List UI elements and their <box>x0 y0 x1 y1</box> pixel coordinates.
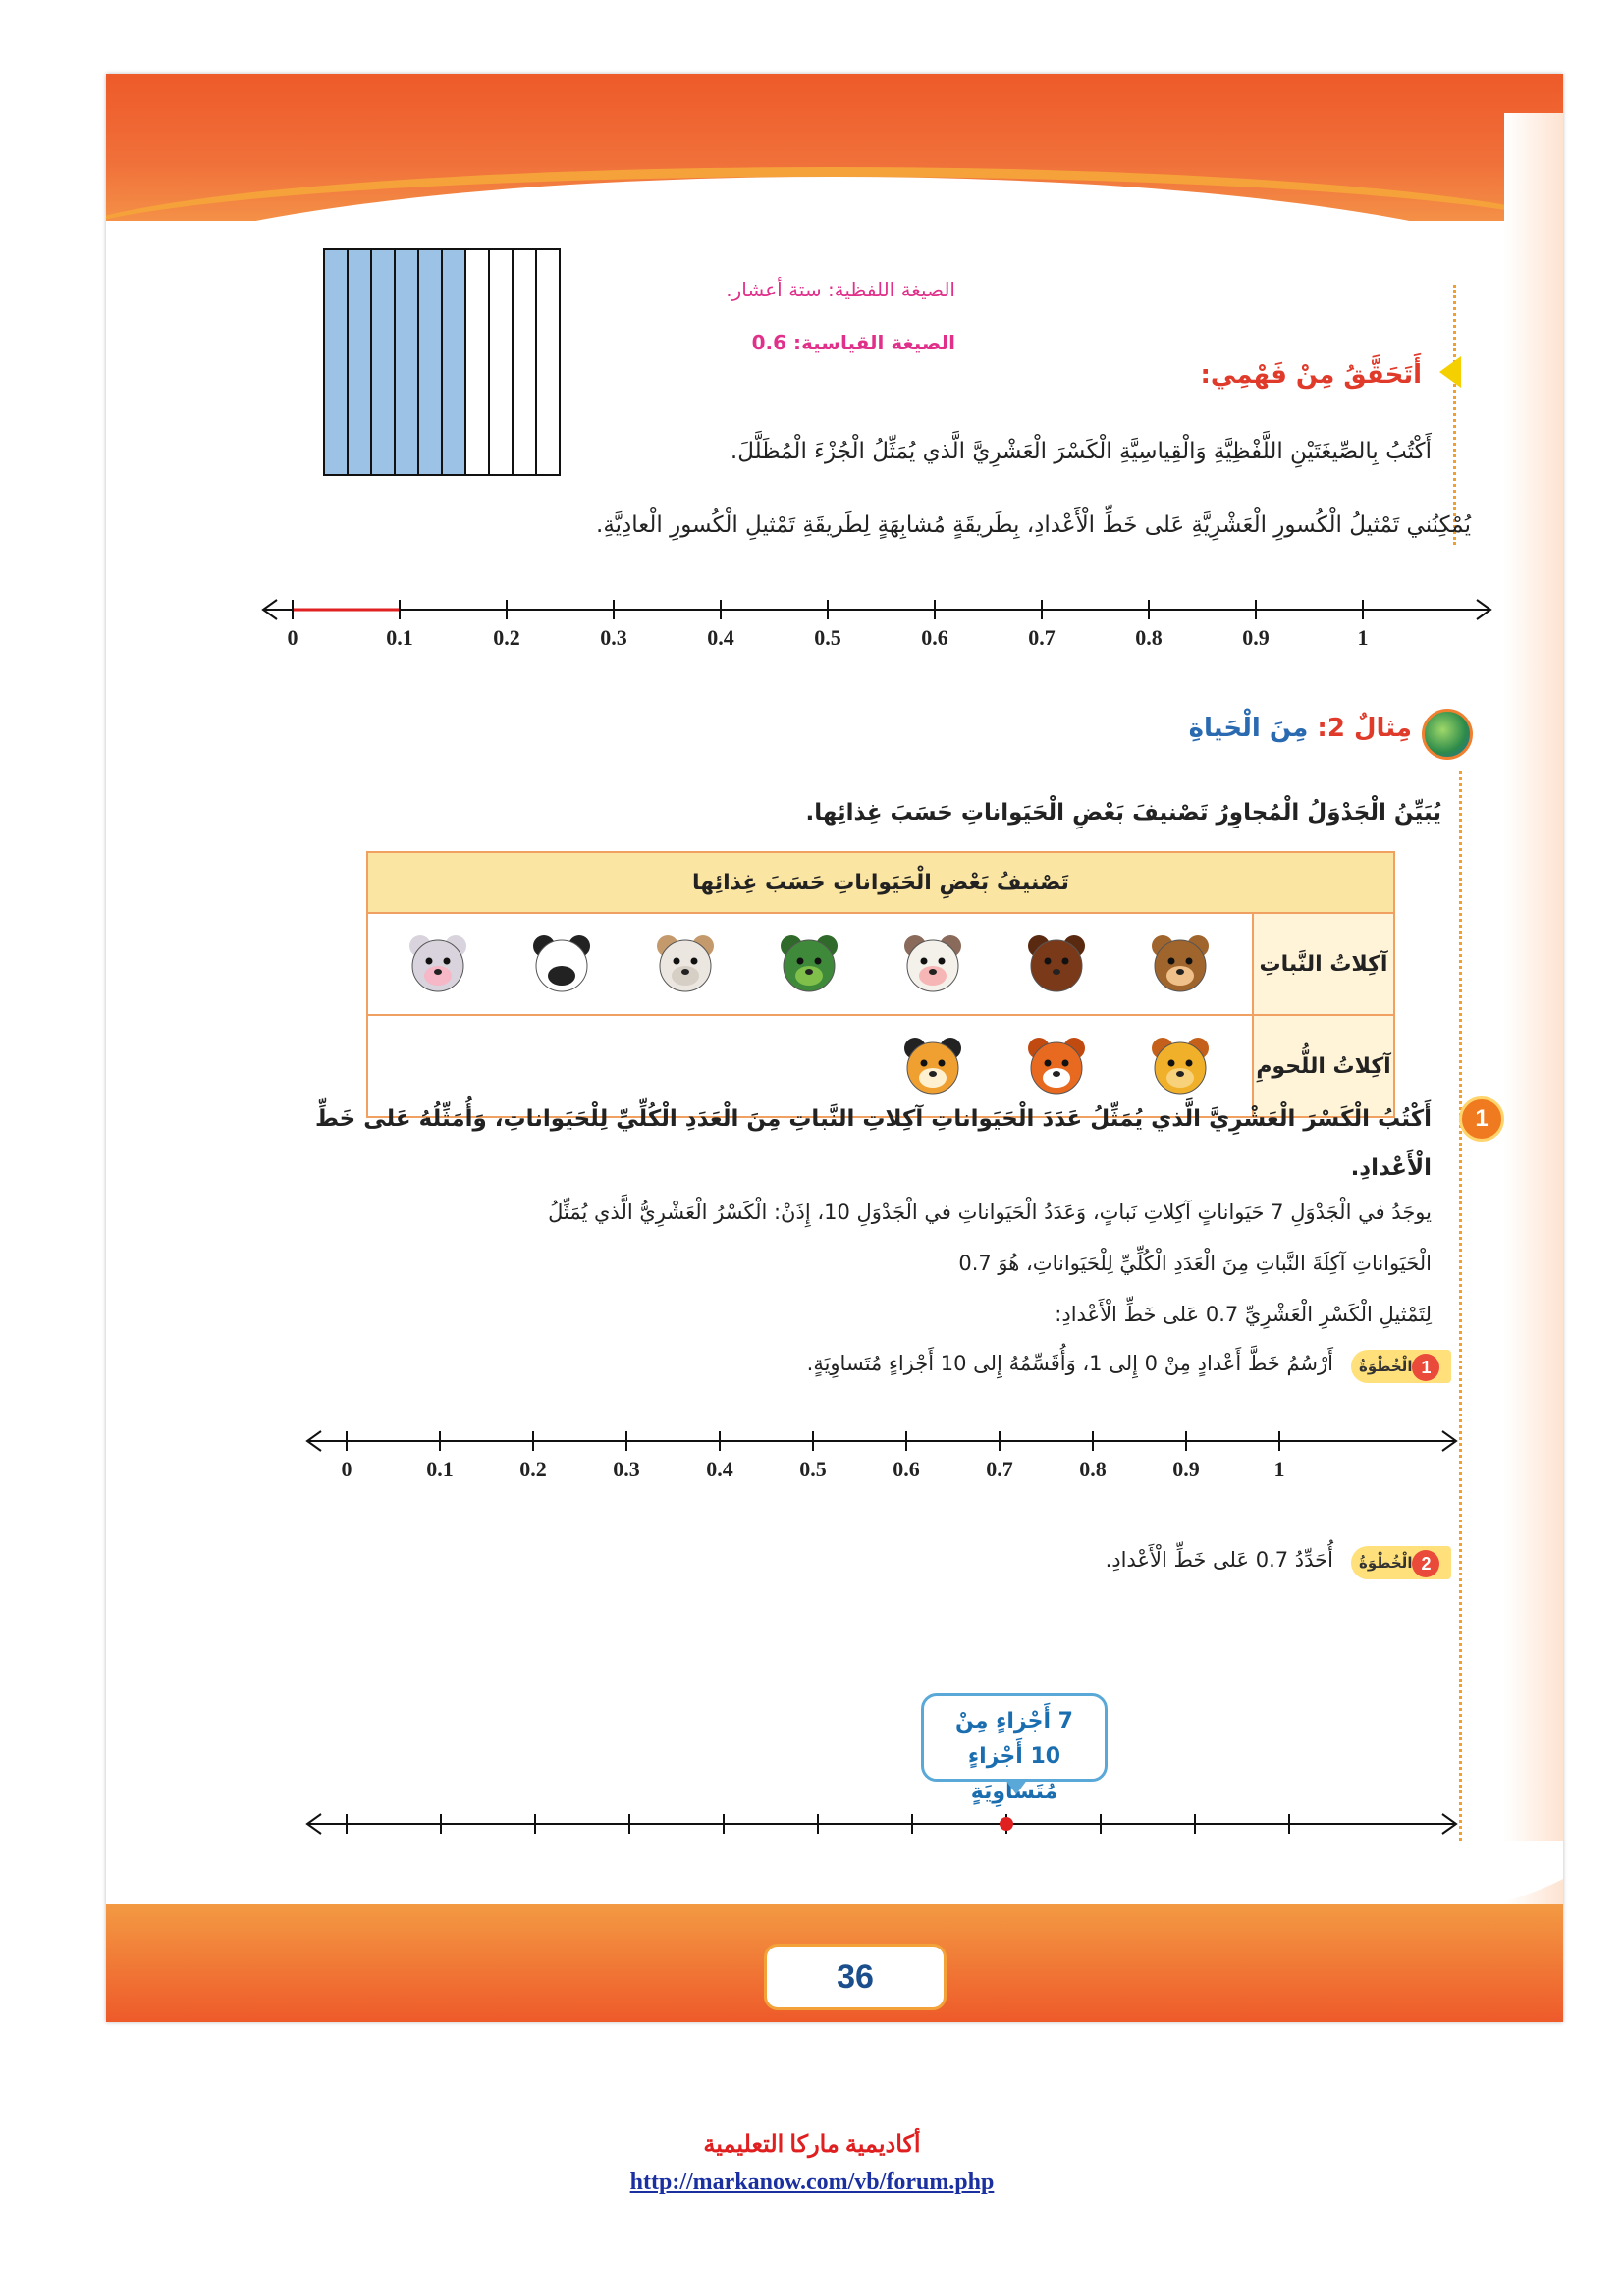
step-2-tag <box>1351 1546 1451 1579</box>
example-title <box>1088 714 1412 743</box>
standard-form: الصيغة القياسية: 0.6 <box>751 331 955 354</box>
tiger-icon <box>897 1031 968 1101</box>
textbook-page <box>106 74 1563 2022</box>
fox-icon <box>1021 1031 1092 1101</box>
check-pointer-icon <box>1439 356 1461 388</box>
tick-label: 0.5 <box>814 625 841 650</box>
step-1-tag <box>1351 1350 1451 1383</box>
carnivores-label: آكِلاتُ اللُّحومِ <box>1253 1015 1394 1117</box>
grid-part <box>489 249 513 475</box>
tick-label: 0 <box>287 625 298 650</box>
step-2-label: الْخُطْوَةُ <box>1359 1554 1413 1572</box>
horse-icon <box>1021 929 1092 999</box>
grid-part <box>513 249 536 475</box>
tick-label: 1 <box>1357 625 1369 650</box>
tick-label: 0.4 <box>706 1457 733 1481</box>
panda-icon <box>526 929 597 999</box>
tick-label: 0.7 <box>1028 625 1056 650</box>
tick-label: 0.6 <box>893 1457 920 1481</box>
tick-label: 0.1 <box>426 1457 454 1481</box>
tick-label: 0.3 <box>613 1457 640 1481</box>
grid-part <box>536 249 560 475</box>
grid-part-shaded <box>348 249 371 475</box>
tick-label: 0 <box>341 1457 352 1481</box>
tick-label: 0.8 <box>1079 1457 1107 1481</box>
problem-line-1: يوجَدُ في الْجَدْوَلِ 7 حَيَواناتٍ آكِلاتِ نَباتٍ، وَعَدَدُ الْحَيَواناتِ في الْجَدْوَلِ 10، إِذَنْ: الْكَسْرُ الْعَشْرِيُّ الَّذي يُمَثِّلُ <box>548 1201 1432 1224</box>
step-1-number: 1 <box>1412 1354 1439 1381</box>
herbivores-cell <box>367 913 1253 1015</box>
example-subtitle: مِنَ الْحَياةِ <box>1188 714 1309 743</box>
example-border <box>1459 771 1462 1899</box>
grid-part-shaded <box>371 249 395 475</box>
check-title: أَتَحَقَّقُ مِنْ فَهْمِي: <box>1200 360 1422 390</box>
table-header: تَصْنيفُ بَعْضِ الْحَيَواناتِ حَسَبَ غِذائِها <box>367 852 1394 913</box>
watermark-url[interactable]: http://markanow.com/vb/forum.php <box>629 2169 995 2195</box>
watermark-name: أكاديمية ماركا التعليمية <box>703 2132 921 2158</box>
number-line-2 <box>298 1414 1466 1492</box>
tick-label: 0.5 <box>799 1457 827 1481</box>
tick-label: 0.7 <box>986 1457 1013 1481</box>
tick-label: 1 <box>1273 1457 1285 1481</box>
callout-bubble <box>921 1693 1108 1804</box>
lion-icon <box>1145 1031 1216 1101</box>
decimal-grid <box>322 247 562 477</box>
example-intro: يُبَيِّنُ الْجَدْوَلُ الْمُجاوِرُ تَصْنيفَ بَعْضِ الْحَيَواناتِ حَسَبَ غِذائِها. <box>805 800 1441 826</box>
tick-label: 0.8 <box>1135 625 1163 650</box>
grid-part-shaded <box>324 249 348 475</box>
step-2-text: أُحَدِّدُ 0.7 عَلى خَطِّ الْأَعْدادِ. <box>1105 1548 1333 1572</box>
tick-label: 0.6 <box>921 625 948 650</box>
check-box-border <box>1453 285 1456 545</box>
problem-text: أَكْتُبُ الْكَسْرَ الْعَشْرِيَّ الَّذي يُمَثِّلُ عَدَدَ الْحَيَواناتِ آكِلاتِ النَّباتِ مِنَ الْعَدَدِ الْكُلِّيِّ لِلْحَيَواناتِ، وَأُمَثِّلُهُ عَلى خَطِّ الْأَعْدادِ. <box>315 1106 1432 1181</box>
page-number: 36 <box>764 1944 947 2010</box>
callout-line-2: 10 أَجْزاءٍ مُتَساوِيَةٍ <box>967 1744 1061 1804</box>
problem-line-3: لِتَمْثيلِ الْكَسْرِ الْعَشْرِيِّ 0.7 عَلى خَطِّ الْأَعْدادِ: <box>1055 1303 1432 1326</box>
tick-label: 0.9 <box>1242 625 1270 650</box>
grid-part-shaded <box>418 249 442 475</box>
number-line-1 <box>253 582 1500 661</box>
step-1-text: أَرْسُمُ خَطَّ أَعْدادٍ مِنْ 0 إِلى 1، وَأُقَسِّمُهُ إِلى 10 أَجْزاءٍ مُتَساوِيَةٍ. <box>806 1352 1333 1375</box>
grid-part <box>465 249 489 475</box>
problem-line-2: الْحَيَواناتِ آكِلَةَ النَّباتِ مِنَ الْعَدَدِ الْكُلِّيِّ لِلْحَيَواناتِ، هُوَ 0.7 <box>958 1252 1432 1275</box>
tick-label: 0.2 <box>493 625 520 650</box>
animals-table <box>366 851 1395 1118</box>
rabbit-icon <box>403 929 473 999</box>
verbal-form: الصيغة اللفظية: ستة أعشار. <box>726 278 955 301</box>
tick-label: 0.2 <box>519 1457 547 1481</box>
step-1-label: الْخُطْوَةُ <box>1359 1358 1413 1375</box>
intro-text: يُمْكِنُني تَمْثيلُ الْكُسورِ الْعَشْرِيَّةِ عَلى خَطِّ الْأَعْدادِ، بِطَريقَةٍ مُشابِهَةٍ لِطَريقَةِ تَمْثيلِ الْكُسورِ الْعادِيَّةِ. <box>596 512 1471 538</box>
callout-line-1: 7 أَجْزاءٍ مِنْ <box>955 1709 1073 1734</box>
monkey-icon <box>1145 929 1216 999</box>
grid-part-shaded <box>442 249 465 475</box>
tick-label: 0.3 <box>600 625 627 650</box>
tick-label: 0.4 <box>707 625 734 650</box>
turtle-icon <box>774 929 844 999</box>
tick-label: 0.1 <box>386 625 413 650</box>
check-question: أَكْتُبُ بِالصِّيغَتَيْنِ اللَّفْظِيَّةِ وَالْقِياسِيَّةِ الْكَسْرَ الْعَشْرِيَّ الَّذي يُمَثِّلُ الْجُزْءَ الْمُظَلَّلَ. <box>730 439 1432 464</box>
herbivores-label: آكِلاتُ النَّباتِ <box>1253 913 1394 1015</box>
tick-label: 0.9 <box>1172 1457 1200 1481</box>
cow-icon <box>897 929 968 999</box>
problem-number-badge: 1 <box>1459 1096 1504 1142</box>
grid-part-shaded <box>395 249 418 475</box>
right-decor-strip <box>1504 113 1563 1939</box>
step-2-number: 2 <box>1412 1550 1439 1577</box>
example-number: مِثالٌ 2: <box>1317 714 1412 743</box>
marked-point <box>1000 1817 1013 1831</box>
sheep-icon <box>650 929 721 999</box>
globe-icon <box>1422 709 1473 760</box>
